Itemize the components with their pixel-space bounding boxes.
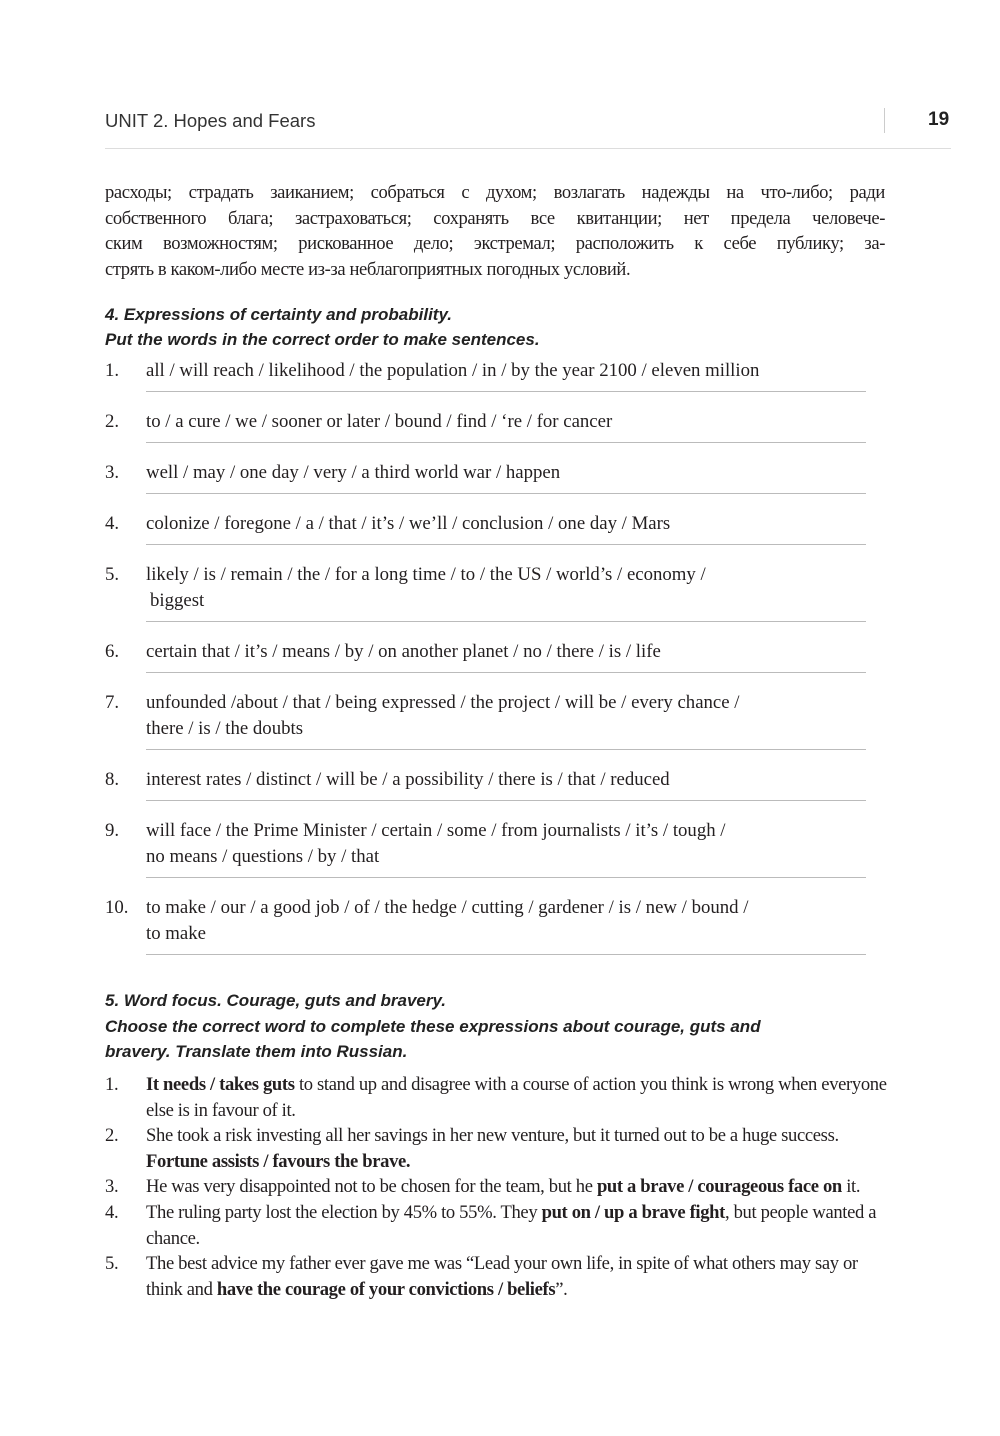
item-number: 1. <box>105 1074 119 1095</box>
sentence-text: She took a risk investing all her savings in her new venture, but it turned out to be a huge success. <box>146 1125 839 1147</box>
choice-expression: put a brave / courageous face on <box>596 1176 842 1198</box>
sentence-text: ”. <box>555 1278 568 1300</box>
page-number: 19 <box>928 109 950 130</box>
answer-line[interactable] <box>146 749 866 750</box>
item-number: 10. <box>105 897 129 918</box>
unit-title: UNIT 2. Hopes and Fears <box>105 110 316 131</box>
answer-line[interactable] <box>146 442 866 443</box>
header-divider <box>884 108 885 133</box>
exercise-item <box>105 895 870 947</box>
exercise-5-list <box>105 1072 890 1302</box>
answer-line[interactable] <box>146 672 866 673</box>
item-number: 7. <box>105 692 120 713</box>
item-number: 6. <box>105 641 120 662</box>
words-line: to make / our / a good job / of / the hedge / cutting / gardener / is / new / bound / <box>146 897 749 918</box>
russian-vocabulary-paragraph <box>105 180 885 282</box>
paragraph-line: собственного блага; застраховаться; сохранять все квитанции; нет предела человече- <box>105 207 885 229</box>
exercise-item <box>105 1123 890 1174</box>
sentence-text: it. <box>841 1176 861 1198</box>
exercise-item <box>105 1174 890 1200</box>
answer-line[interactable] <box>146 544 866 545</box>
item-words <box>146 690 870 742</box>
words-line: unfounded /about / that / being expressed / the project / will be / every chance / <box>146 692 740 713</box>
item-sentence <box>146 1174 890 1200</box>
exercise-item <box>105 562 870 614</box>
item-sentence <box>146 1200 890 1251</box>
words-line: will face / the Prime Minister / certain / some / from journalists / it’s / tough / <box>146 820 726 841</box>
answer-line[interactable] <box>146 493 866 494</box>
item-number: 8. <box>105 769 120 790</box>
header-rule <box>105 148 951 149</box>
words-line: biggest <box>150 590 205 611</box>
exercise-item <box>105 460 870 486</box>
sentence-text: , but people wanted a chance. <box>146 1201 877 1249</box>
exercise-item <box>105 767 870 793</box>
choice-expression: Fortune assists / favours the brave. <box>146 1150 411 1172</box>
exercise-5-title: 5. Word focus. Courage, guts and bravery. <box>105 991 447 1010</box>
item-words <box>146 767 870 793</box>
item-words <box>146 639 870 665</box>
choice-expression: have the courage of your convictions / beliefs <box>216 1278 556 1300</box>
exercise-item <box>105 409 870 435</box>
paragraph-line: стрять в каком-либо месте из-за неблагоприятных погодных условий. <box>105 258 631 280</box>
exercise-item <box>105 690 870 742</box>
choice-expression: It needs / takes guts <box>146 1074 295 1095</box>
answer-line[interactable] <box>146 621 866 622</box>
item-number: 4. <box>105 1201 119 1223</box>
words-line: certain that / it’s / means / by / on another planet / no / there / is / life <box>146 641 661 662</box>
answer-line[interactable] <box>146 954 866 955</box>
item-words <box>146 460 870 486</box>
exercise-item <box>105 1251 890 1302</box>
words-line: all / will reach / likelihood / the population / in / by the year 2100 / eleven million <box>146 360 760 381</box>
exercise-4-list <box>105 358 870 972</box>
answer-line[interactable] <box>146 391 866 392</box>
exercise-item <box>105 1072 890 1123</box>
item-words <box>146 818 870 870</box>
exercise-item <box>105 511 870 537</box>
exercise-4-title: 4. Expressions of certainty and probability. <box>105 305 453 324</box>
sentence-text: He was very disappointed not to be chosen for the team, but he <box>146 1176 597 1198</box>
item-sentence <box>146 1072 890 1123</box>
answer-line[interactable] <box>146 877 866 878</box>
item-number: 5. <box>105 1253 119 1275</box>
exercise-item <box>105 818 870 870</box>
words-line: likely / is / remain / the / for a long time / to / the US / world’s / economy / <box>146 564 706 585</box>
words-line: colonize / foregone / a / that / it’s / we’ll / conclusion / one day / Mars <box>146 513 671 534</box>
exercise-4-instruction: Put the words in the correct order to make sentences. <box>105 330 540 349</box>
exercise-5-instruction: Choose the correct word to complete these expressions about courage, guts and <box>105 1017 761 1036</box>
item-words <box>146 409 870 435</box>
item-number: 3. <box>105 462 120 483</box>
exercise-item <box>105 358 870 384</box>
words-line: there / is / the doubts <box>146 718 304 739</box>
answer-line[interactable] <box>146 800 866 801</box>
item-sentence <box>146 1123 890 1174</box>
item-number: 9. <box>105 820 120 841</box>
item-number: 2. <box>105 1125 119 1147</box>
item-words <box>146 562 870 614</box>
words-line: to make <box>146 923 206 944</box>
sentence-text: to stand up and disagree with a course of action you think is wrong when everyone else is in favour of it. <box>146 1074 887 1121</box>
paragraph-line: ским возможностям; рискованное дело; экстремал; расположить к себе публику; за- <box>105 233 885 254</box>
item-number: 4. <box>105 513 120 534</box>
item-words <box>146 511 870 537</box>
words-line: no means / questions / by / that <box>146 846 380 867</box>
item-words <box>146 895 870 947</box>
item-number: 3. <box>105 1176 119 1198</box>
words-line: well / may / one day / very / a third world war / happen <box>146 462 561 483</box>
paragraph-line: расходы; страдать заиканием; собраться с духом; возлагать надежды на что-либо; ради <box>105 182 885 203</box>
item-words <box>146 358 870 384</box>
sentence-text: The ruling party lost the election by 45% to 55%. They <box>146 1201 542 1223</box>
exercise-item <box>105 639 870 665</box>
exercise-5-instruction-cont: bravery. Translate them into Russian. <box>105 1042 408 1061</box>
words-line: to / a cure / we / sooner or later / bound / find / ‘re / for cancer <box>146 411 613 432</box>
item-sentence <box>146 1251 890 1302</box>
choice-expression: put on / up a brave fight <box>541 1201 726 1223</box>
item-number: 1. <box>105 360 120 381</box>
exercise-item <box>105 1200 890 1251</box>
sentence-text: The best advice my father ever gave me was “Lead your own life, in spite of what others may say or think and <box>146 1253 858 1300</box>
item-number: 5. <box>105 564 120 585</box>
item-number: 2. <box>105 411 120 432</box>
words-line: interest rates / distinct / will be / a possibility / there is / that / reduced <box>146 769 670 790</box>
